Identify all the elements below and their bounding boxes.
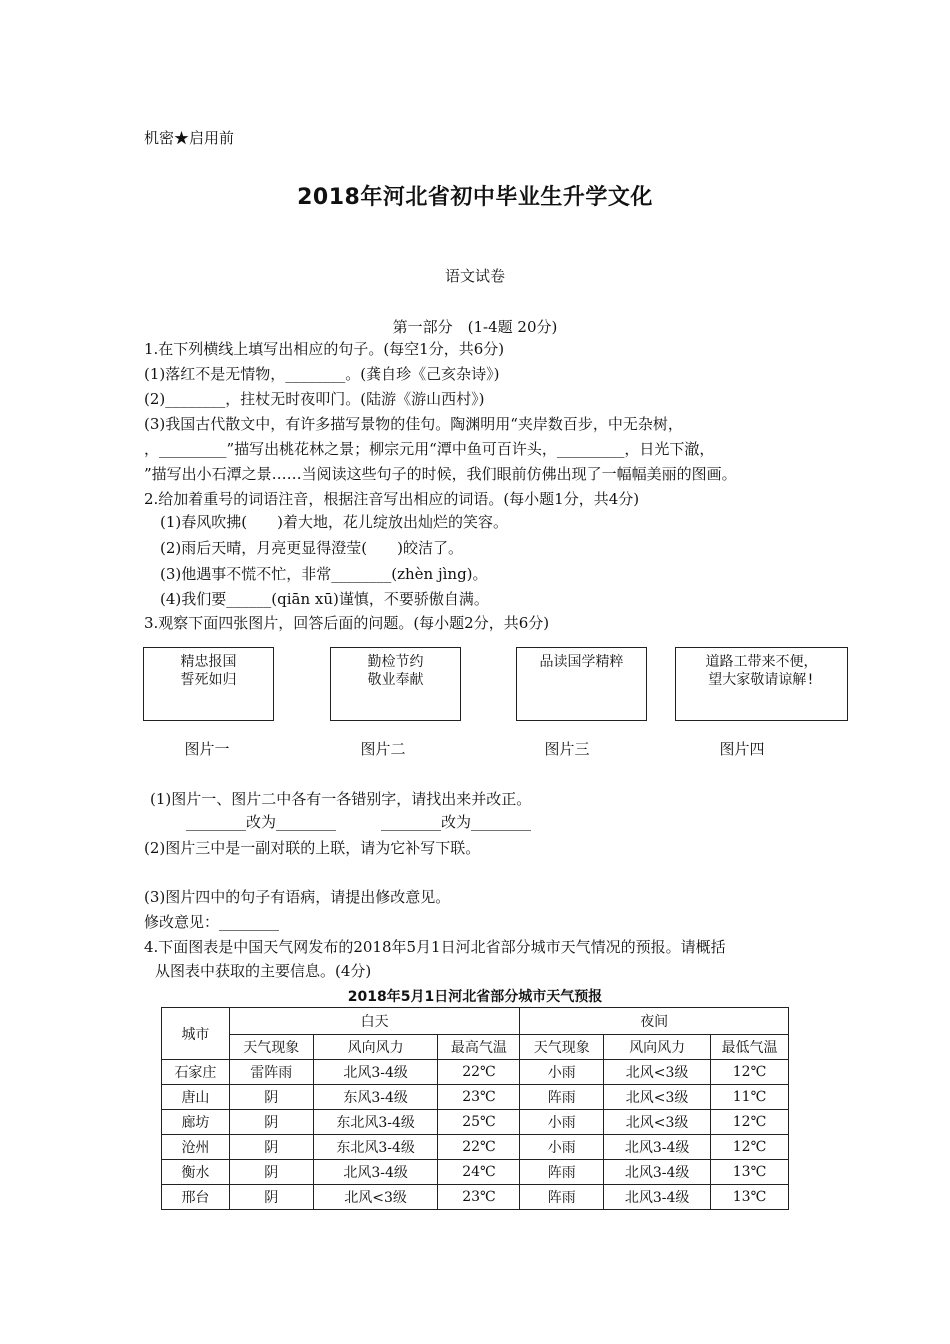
cell-city: 邢台: [162, 1185, 230, 1210]
header-city: 城市: [162, 1008, 230, 1060]
picture-four: [675, 647, 848, 721]
picture-three-line-1: 品读国学精粹: [539, 654, 624, 670]
cell-night-weather: 阵雨: [520, 1185, 604, 1210]
header-day-weather: 天气现象: [229, 1035, 313, 1060]
picture-one: [143, 647, 274, 721]
cell-min-temp: 12℃: [711, 1060, 789, 1085]
picture-four-line-1: 道路工带来不便，: [705, 654, 818, 670]
cell-night-weather: 小雨: [520, 1110, 604, 1135]
header-min-temp: 最低气温: [711, 1035, 789, 1060]
cell-day-weather: 阴: [229, 1085, 313, 1110]
cell-night-wind: 北风3-4级: [604, 1135, 711, 1160]
cell-city: 石家庄: [162, 1060, 230, 1085]
page-title: 2018年河北省初中毕业生升学文化: [297, 185, 653, 210]
caption-picture-three: 图片三: [544, 740, 590, 758]
cell-min-temp: 12℃: [711, 1135, 789, 1160]
cell-city: 沧州: [162, 1135, 230, 1160]
cell-day-weather: 阴: [229, 1135, 313, 1160]
table-row: [162, 1185, 789, 1210]
cell-day-wind: 东北风3-4级: [313, 1110, 438, 1135]
cell-night-wind: 北风3-4级: [604, 1185, 711, 1210]
cell-day-wind: 北风3-4级: [313, 1060, 438, 1085]
paper-subtitle: 语文试卷: [444, 267, 505, 285]
q3-sub-1-blanks: ________改为________ ________改为________: [186, 813, 532, 831]
cell-max-temp: 22℃: [438, 1060, 520, 1085]
caption-picture-one: 图片一: [184, 740, 230, 758]
picture-four-line-2: 望大家敬请谅解!: [708, 672, 815, 688]
q3-sub-2: (2)图片三中是一副对联的上联，请为它补写下联。: [144, 839, 481, 857]
table-row: [162, 1085, 789, 1110]
part-heading: 第一部分 (1-4题 20分): [392, 318, 558, 336]
cell-max-temp: 23℃: [438, 1085, 520, 1110]
cell-max-temp: 22℃: [438, 1135, 520, 1160]
cell-city: 唐山: [162, 1085, 230, 1110]
q1-line-4: ，_________”描写出桃花林之景；柳宗元用“潭中鱼可百许头，_________，日光下澈，: [144, 440, 715, 458]
cell-night-wind: 北风<3级: [604, 1085, 711, 1110]
cell-day-weather: 雷阵雨: [229, 1060, 313, 1085]
cell-max-temp: 24℃: [438, 1160, 520, 1185]
cell-city: 衡水: [162, 1160, 230, 1185]
cell-max-temp: 23℃: [438, 1185, 520, 1210]
cell-night-weather: 小雨: [520, 1135, 604, 1160]
table-row: [162, 1135, 789, 1160]
confidential-mark: 机密★启用前: [144, 129, 235, 147]
cell-city: 廊坊: [162, 1110, 230, 1135]
header-night-wind: 风向风力: [604, 1035, 711, 1060]
table-row: [162, 1060, 789, 1085]
table-row: [162, 1110, 789, 1135]
header-max-temp: 最高气温: [438, 1035, 520, 1060]
caption-picture-two: 图片二: [360, 740, 406, 758]
picture-two-line-1: 勤检节约: [367, 654, 424, 670]
cell-max-temp: 25℃: [438, 1110, 520, 1135]
cell-min-temp: 13℃: [711, 1160, 789, 1185]
cell-min-temp: 12℃: [711, 1110, 789, 1135]
q3-sub-3-blank: 修改意见：________: [144, 913, 280, 931]
cell-night-weather: 阵雨: [520, 1160, 604, 1185]
caption-picture-four: 图片四: [719, 740, 765, 758]
header-day: 白天: [229, 1008, 520, 1035]
q1-stem: 1.在下列横线上填写出相应的句子。(每空1分，共6分): [144, 340, 505, 358]
q3-sub-3: (3)图片四中的句子有语病，请提出修改意见。: [144, 888, 451, 906]
cell-day-weather: 阴: [229, 1185, 313, 1210]
cell-day-weather: 阴: [229, 1110, 313, 1135]
cell-night-wind: 北风3-4级: [604, 1160, 711, 1185]
table-subheader-row: [162, 1035, 789, 1060]
weather-table: [161, 1007, 789, 1210]
q3-stem: 3.观察下面四张图片，回答后面的问题。(每小题2分，共6分): [144, 614, 550, 632]
header-day-wind: 风向风力: [313, 1035, 438, 1060]
picture-three: [516, 647, 647, 721]
q1-line-1: (1)落红不是无情物，________。(龚自珍《己亥杂诗》): [144, 365, 500, 383]
q4-stem-line-1: 4.下面图表是中国天气网发布的2018年5月1日河北省部分城市天气情况的预报。请概括: [144, 938, 726, 956]
q4-stem-line-2: 从图表中获取的主要信息。(4分): [155, 962, 372, 980]
cell-min-temp: 13℃: [711, 1185, 789, 1210]
cell-night-wind: 北风<3级: [604, 1110, 711, 1135]
table-row: [162, 1160, 789, 1185]
cell-night-weather: 阵雨: [520, 1085, 604, 1110]
q2-line-4: (4)我们要______(qiān xū)谨慎，不要骄傲自满。: [160, 590, 489, 608]
cell-day-wind: 北风3-4级: [313, 1160, 438, 1185]
cell-day-weather: 阴: [229, 1160, 313, 1185]
q2-stem: 2.给加着重号的词语注音，根据注音写出相应的词语。(每小题1分，共4分): [144, 490, 640, 508]
q2-line-1: (1)春风吹拂( )着大地，花儿绽放出灿烂的笑容。: [160, 513, 508, 531]
cell-min-temp: 11℃: [711, 1085, 789, 1110]
cell-day-wind: 东风3-4级: [313, 1085, 438, 1110]
q1-line-2: (2)________，拄杖无时夜叩门。(陆游《游山西村》): [144, 390, 485, 408]
q2-line-3: (3)他遇事不慌不忙，非常________(zhèn jìng)。: [160, 565, 488, 583]
table-title: 2018年5月1日河北省部分城市天气预报: [347, 989, 603, 1005]
cell-night-wind: 北风<3级: [604, 1060, 711, 1085]
header-night: 夜间: [520, 1008, 789, 1035]
table-header-row: [162, 1008, 789, 1035]
cell-day-wind: 北风<3级: [313, 1185, 438, 1210]
q1-line-5: ”描写出小石潭之景……当阅读这些句子的时候，我们眼前仿佛出现了一幅幅美丽的图画。: [144, 465, 737, 483]
picture-two: [330, 647, 461, 721]
header-night-weather: 天气现象: [520, 1035, 604, 1060]
q3-sub-1: (1)图片一、图片二中各有一各错别字，请找出来并改正。: [150, 790, 532, 808]
picture-two-line-2: 敬业奉献: [367, 672, 424, 688]
picture-one-line-2: 誓死如归: [180, 672, 237, 688]
picture-one-line-1: 精忠报国: [180, 654, 237, 670]
cell-night-weather: 小雨: [520, 1060, 604, 1085]
q2-line-2: (2)雨后天晴，月亮更显得澄莹( )皎洁了。: [160, 539, 463, 557]
q1-line-3: (3)我国古代散文中，有许多描写景物的佳句。陶渊明用“夹岸数百步，中无杂树，: [144, 415, 683, 433]
cell-day-wind: 东北风3-4级: [313, 1135, 438, 1160]
